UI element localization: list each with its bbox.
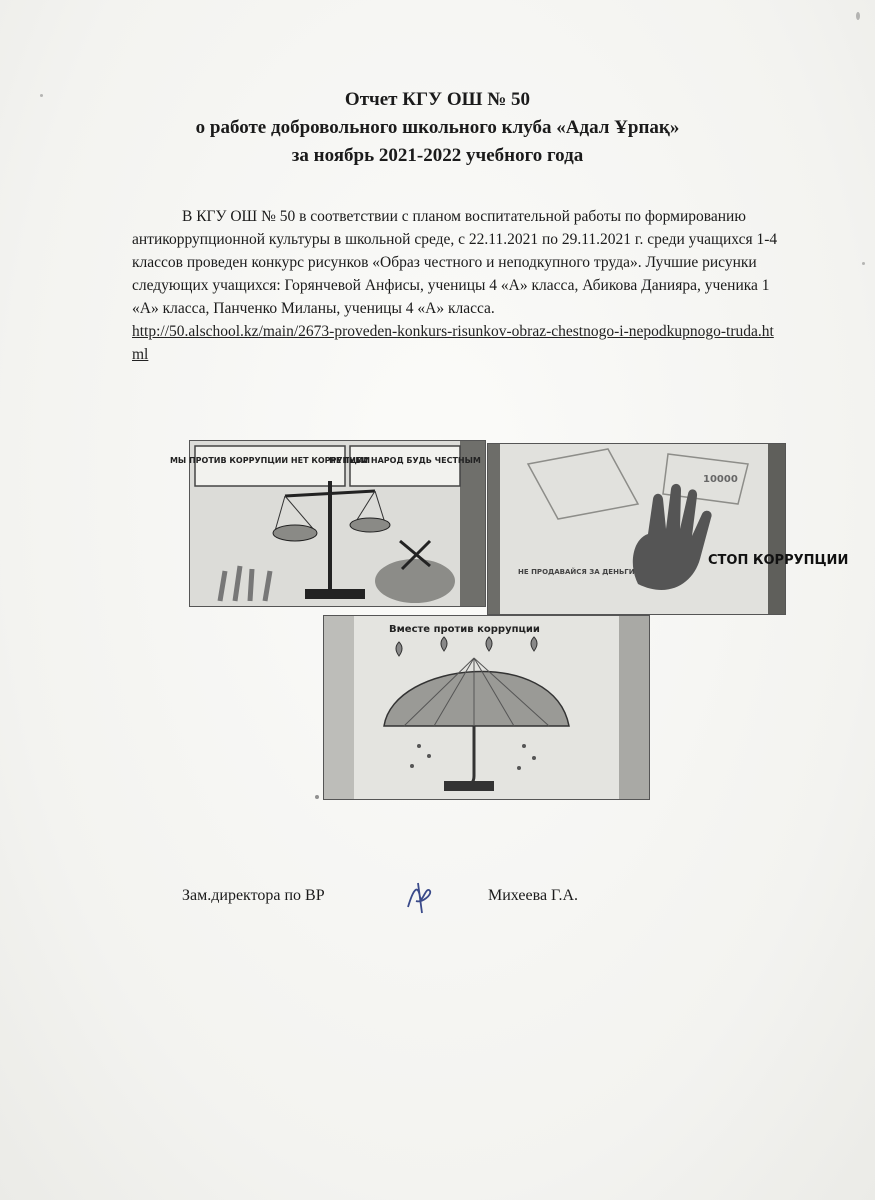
title-line-3: за ноябрь 2021-2022 учебного года [291,145,584,166]
drawing-photo-stop-hand [487,443,849,615]
drawing2-label-note: НЕ ПРОДАВАЙСЯ ЗА ДЕНЬГИ [518,568,635,576]
drawing1-label-left: МЫ ПРОТИВ КОРРУПЦИИ НЕТ КОРРУПЦИИ [169,456,371,465]
drawing-scales-image [169,441,485,606]
drawing1-label-right: НЕ ГУБИ НАРОД БУДЬ ЧЕСТНЫМ [329,456,481,465]
signature-block [0,885,875,915]
scan-speck [315,795,319,799]
drawing-photo-umbrella [323,615,650,800]
document-title [0,86,875,170]
scan-speck [856,12,860,20]
report-link[interactable]: http://50.alschool.kz/main/2673-proveden-konkurs-risunkov-obraz-chestnogo-i-nepodkupnogo-truda.html [132,323,774,363]
drawing2-label-main: СТОП КОРРУПЦИИ [708,553,849,568]
drawing-stop-hand-image [488,444,849,614]
title-line-2: о работе добровольного школьного клуба «Адал Ұрпақ» [195,117,680,138]
title-line-1: Отчет КГУ ОШ № 50 [344,89,531,110]
signature-role: Зам.директора по ВР [182,887,325,904]
scan-speck [862,262,865,265]
signature-name: Михеева Г.А. [488,887,579,904]
drawing2-money-label: 10000 [703,474,738,485]
drawing-umbrella-image [324,616,649,799]
handwritten-signature [400,877,440,917]
drawing-photo-scales [169,440,486,607]
report-body [132,205,782,366]
drawing3-label-top: Вместе против коррупции [389,624,540,635]
report-paragraph: В КГУ ОШ № 50 в соответствии с планом воспитательной работы по формированию антикоррупционной культуры в школьной среде, с 22.11.2021 по 29.11.2021 г. среди учащихся 1-4 классов проведен конкурс рисунков «Образ честного и неподкупного труда». Лучшие рисунки следующих учащихся: Горянчевой Анфисы, ученицы 4 «А» класса, Абикова Данияра, ученика 1 «А» класса, Панченко Миланы, ученицы 4 «А» класса. [132,208,778,317]
